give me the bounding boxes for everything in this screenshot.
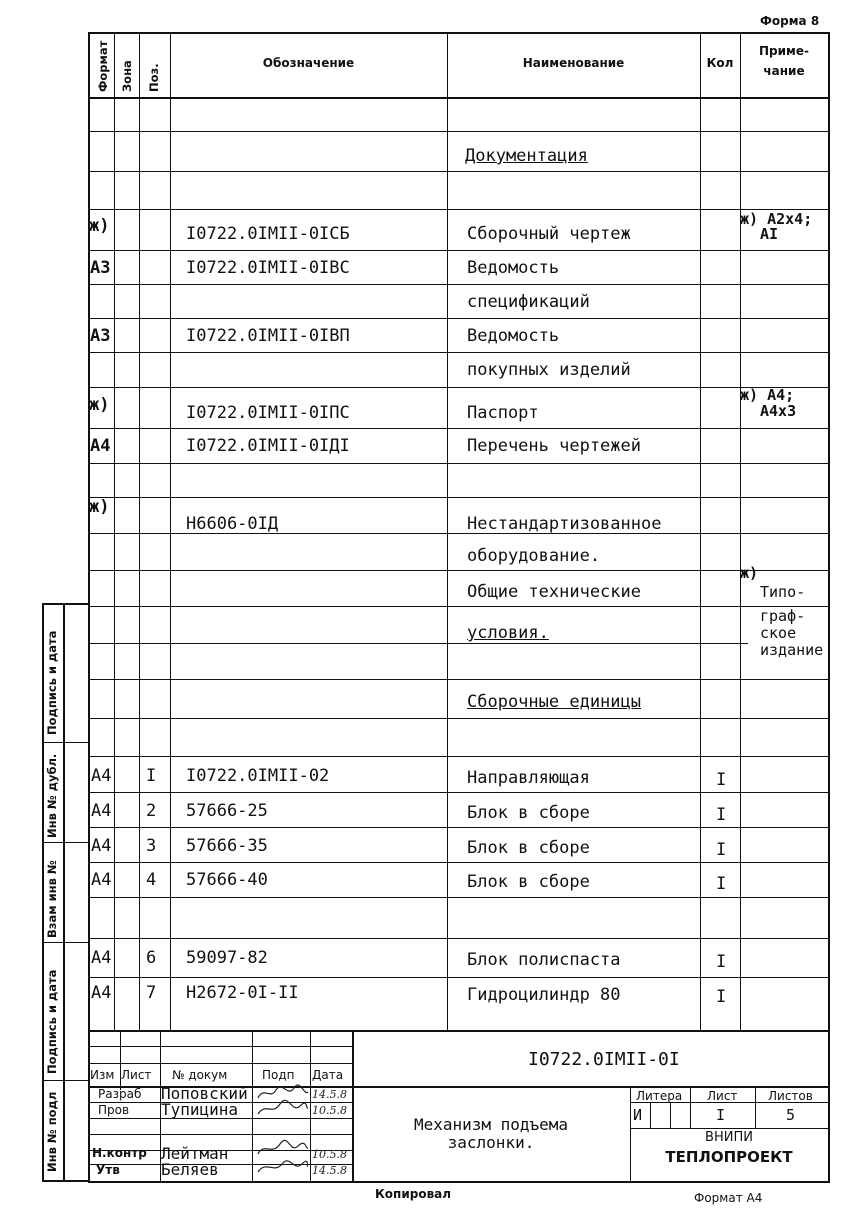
row-designation: I0722.0IMII-0IBП [186, 326, 350, 346]
tb-sheet-label: Лист [707, 1089, 738, 1103]
tb-person: Лейтман [161, 1144, 229, 1163]
header-qty: Кол [706, 56, 734, 70]
row-name: Общие технические [467, 582, 641, 602]
row-designation: I0722.0IMII-0ICБ [186, 224, 350, 244]
row-note: издание [760, 641, 824, 659]
row-format: A4 [91, 870, 112, 890]
stamp-orig-inv: Инв № подл [45, 1091, 59, 1172]
header-note: Приме- [759, 44, 809, 58]
row-designation: 59097-82 [186, 948, 268, 968]
row-qty: I [716, 952, 727, 972]
row-name: Сборочные единицы [467, 692, 641, 712]
row-qty: I [716, 874, 727, 894]
header-pos: Поз. [147, 63, 161, 92]
row-pos: 6 [146, 948, 157, 968]
row-name: Нестандартизованное [467, 514, 662, 534]
row-format: A4 [91, 983, 112, 1003]
row-name: Блок полиспаста [467, 950, 621, 970]
row-name: Сборочный чертеж [467, 224, 631, 244]
row-name: Блок в сборе [467, 872, 590, 892]
header-name: Наименование [522, 56, 625, 70]
row-name: Перечень чертежей [467, 436, 641, 456]
tb-person: Поповский [161, 1084, 248, 1103]
row-note: ж) А2х4; [740, 210, 813, 228]
stamp-dup-inv: Инв № дубл. [45, 753, 59, 838]
header-zone: Зона [120, 60, 134, 92]
tb-sheets-label: Листов [768, 1089, 813, 1103]
row-designation: I0722.0IMII-0IДI [186, 436, 350, 456]
row-designation: 57666-35 [186, 836, 268, 856]
tb-date: 10.5.8 [312, 1148, 347, 1161]
title-line-1: Механизм подъема [413, 1115, 569, 1134]
row-name: Блок в сборе [467, 838, 590, 858]
row-name: покупных изделий [467, 360, 631, 380]
row-name: условия. [467, 623, 549, 643]
tb-col-doc: № докум [172, 1068, 228, 1082]
row-format: ж) [89, 395, 110, 415]
row-note: граф- [760, 607, 806, 625]
row-qty: I [716, 805, 727, 825]
tb-role: Разраб [98, 1087, 142, 1101]
tb-role: Н.контр [92, 1146, 147, 1160]
row-format: A4 [91, 836, 112, 856]
row-pos: 3 [146, 836, 157, 856]
title-line-2: заслонки. [447, 1133, 535, 1152]
tb-role: Пров [98, 1103, 130, 1117]
row-designation: I0722.0IMII-02 [186, 766, 330, 786]
tb-col-list: Лист [121, 1068, 152, 1082]
tb-date: 10.5.8 [312, 1104, 347, 1117]
row-name: Паспорт [467, 403, 539, 423]
tb-date: 14.5.8 [312, 1164, 347, 1177]
row-format: A4 [91, 801, 112, 821]
row-format: A4 [91, 948, 112, 968]
row-name: Блок в сборе [467, 803, 590, 823]
stamp-repl-inv: Взам инв № [45, 860, 59, 938]
row-designation: H2672-0I-II [186, 983, 299, 1003]
stamp-sign-date-2: Подпись и дата [45, 969, 59, 1074]
row-qty: I [716, 770, 727, 790]
document-code: I0722.0IMII-0I [528, 1049, 680, 1070]
tb-org-2: ТЕПЛОПРОЕКТ [665, 1148, 793, 1166]
row-designation: 57666-25 [186, 801, 268, 821]
row-pos: 2 [146, 801, 157, 821]
row-designation: I0722.0IMII-0IПC [186, 403, 350, 423]
tb-person: Беляев [161, 1160, 219, 1179]
row-qty: I [716, 987, 727, 1007]
tb-col-izm: Изм [90, 1068, 115, 1082]
row-name: Гидроцилиндр 80 [467, 985, 621, 1005]
row-format: ж) [89, 497, 110, 517]
copied-label: Копировал [375, 1187, 452, 1201]
row-pos: 4 [146, 870, 157, 890]
form-label: Форма 8 [760, 14, 820, 28]
tb-litera-label: Литера [636, 1089, 683, 1103]
tb-litera-value: И [633, 1106, 643, 1124]
row-note: ж) А4; [740, 386, 795, 404]
format-label: Формат А4 [694, 1191, 763, 1205]
tb-sheets-value: 5 [786, 1106, 796, 1124]
row-name: оборудование. [467, 546, 601, 566]
tb-col-date: Дата [312, 1068, 344, 1082]
row-note: AI [760, 225, 779, 243]
tb-org-1: ВНИПИ [705, 1130, 753, 1145]
row-designation: 57666-40 [186, 870, 268, 890]
row-format: A3 [90, 258, 111, 278]
row-name: Документация [465, 146, 588, 166]
row-format: ж) [89, 216, 110, 236]
row-format: A4 [91, 766, 112, 786]
row-pos: 7 [146, 983, 157, 1003]
row-note: Типо- [760, 583, 806, 601]
row-note: ское [760, 624, 797, 642]
header-format: Формат [96, 40, 110, 92]
signatures-image [254, 1084, 310, 1180]
tb-person: Тупицина [161, 1100, 239, 1119]
row-designation: H6606-0IД [186, 514, 279, 534]
row-name: Ведомость [467, 258, 560, 278]
header-note-2: чание [763, 64, 805, 78]
row-designation: I0722.0IMII-0IBC [186, 258, 350, 278]
tb-date: 14.5.8 [312, 1088, 347, 1101]
row-format: A3 [90, 326, 111, 346]
row-name: Направляющая [467, 768, 590, 788]
tb-role: Утв [96, 1163, 120, 1177]
row-name: Ведомость [467, 326, 560, 346]
tb-col-sign: Подп [262, 1068, 295, 1082]
row-name: спецификаций [467, 292, 590, 312]
row-note: А4х3 [760, 402, 797, 420]
row-note: ж) [740, 564, 759, 582]
row-qty: I [716, 840, 727, 860]
row-pos: I [146, 766, 157, 786]
header-designation: Обозначение [262, 56, 355, 70]
stamp-sign-date-1: Подпись и дата [45, 630, 59, 735]
row-format: A4 [90, 436, 111, 456]
tb-sheet-value: I [716, 1106, 726, 1124]
